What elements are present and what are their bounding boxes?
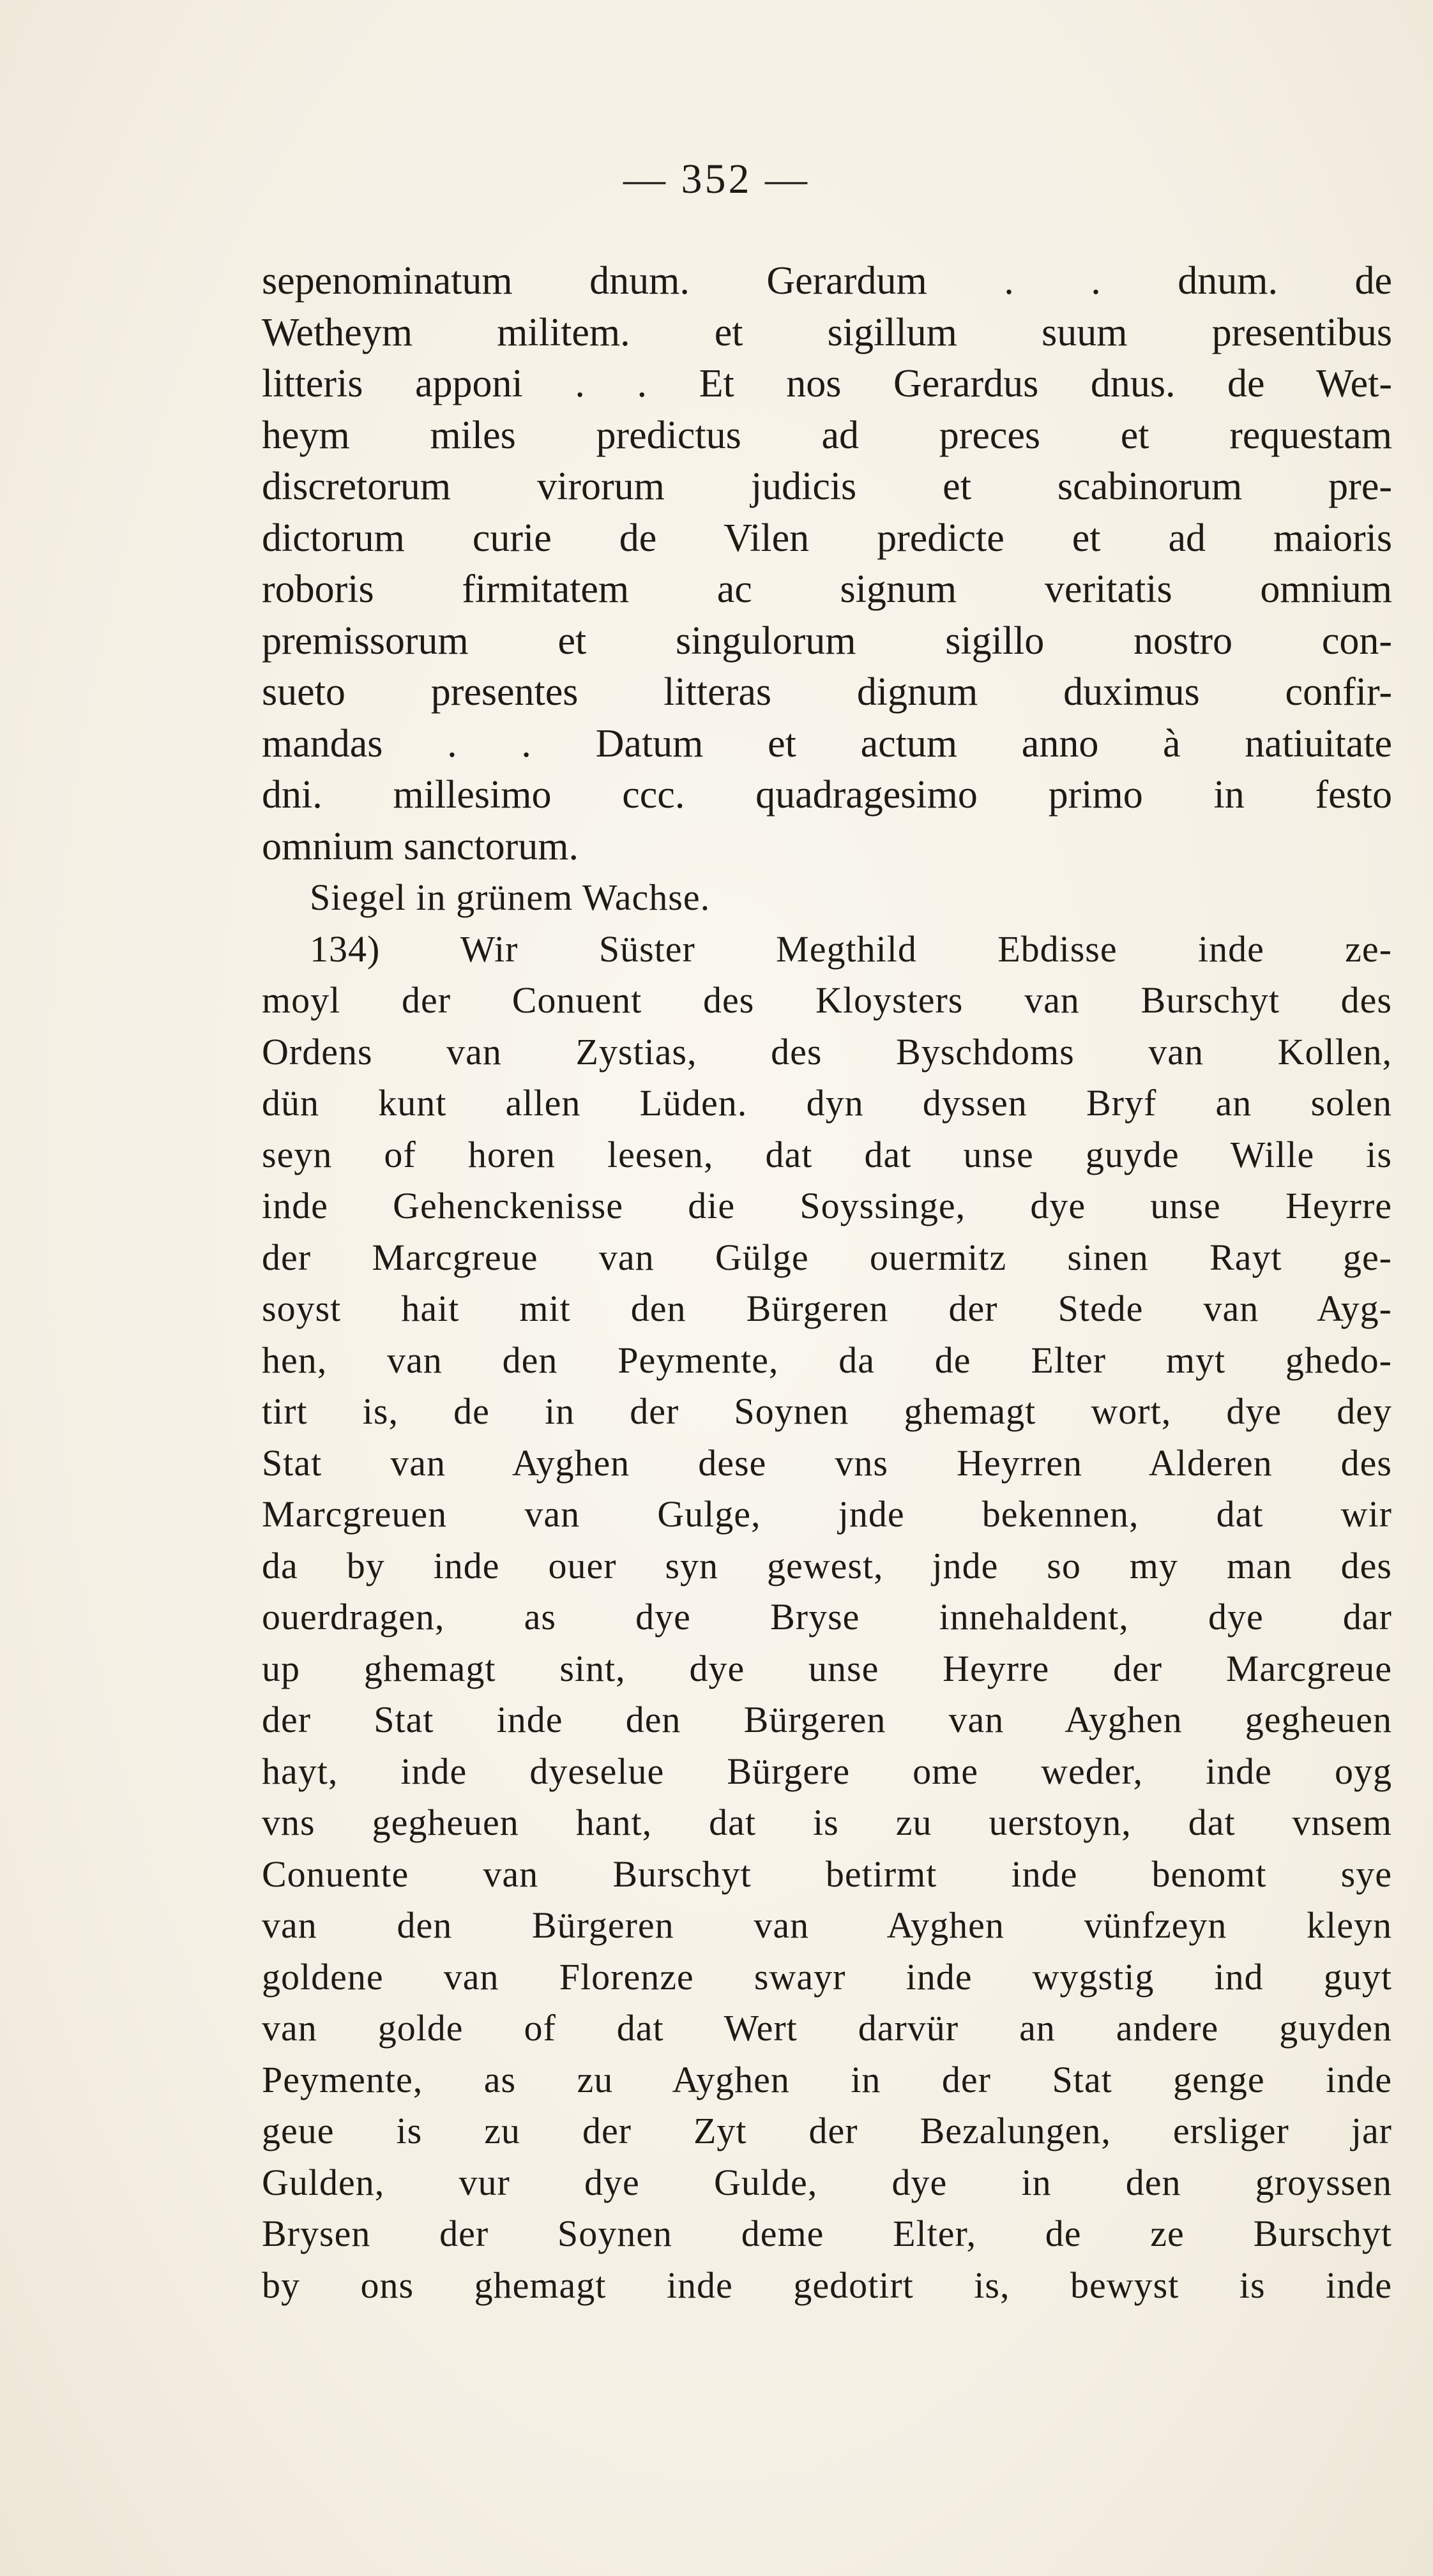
text-line: goldene van Florenze swayr inde wygstig ind guyt [262, 1955, 1392, 1998]
text-line: litteris apponi . . Et nos Gerardus dnus. de Wet- [262, 362, 1392, 405]
text-line: der Stat inde den Bürgeren van Ayghen gegheuen [262, 1699, 1392, 1740]
text-line: dün kunt allen Lüden. dyn dyssen Bryf an solen [262, 1082, 1392, 1124]
text-line: dictorum curie de Vilen predicte et ad maioris [262, 516, 1392, 560]
page-number: — 352 — [623, 156, 810, 202]
text-line: Marcgreuen van Gulge, jnde bekennen, dat wir [262, 1493, 1392, 1535]
text-line: up ghemagt sint, dye unse Heyrre der Marcgreue [262, 1647, 1392, 1689]
text-line: dni. millesimo ccc. quadragesimo primo in festo [262, 773, 1392, 817]
text-line: hayt, inde dyeselue Bürgere ome weder, inde oyg [262, 1750, 1392, 1792]
text-line: da by inde ouer syn gewest, jnde so my man des [262, 1544, 1392, 1586]
text-line: van den Bürgeren van Ayghen vünfzeyn kleyn [262, 1904, 1392, 1946]
text-line: tirt is, de in der Soynen ghemagt wort, dye dey [262, 1390, 1392, 1432]
text-line: omnium sanctorum. [262, 824, 579, 868]
text-line: premissorum et singulorum sigillo nostro con- [262, 619, 1392, 663]
text-line: vns gegheuen hant, dat is zu uerstoyn, dat vnsem [262, 1802, 1392, 1843]
text-line: soyst hait mit den Bürgeren der Stede van Ayg- [262, 1288, 1392, 1329]
text-line: hen, van den Peymente, da de Elter myt ghedo- [262, 1339, 1392, 1381]
text-line: Conuente van Burschyt betirmt inde benomt sye [262, 1853, 1392, 1895]
text-line: Brysen der Soynen deme Elter, de ze Burschyt [262, 2213, 1392, 2254]
text-line: ouerdragen, as dye Bryse innehaldent, dye dar [262, 1596, 1392, 1638]
text-line: sueto presentes litteras dignum duximus confir- [262, 670, 1392, 714]
page-body [262, 255, 1392, 2311]
text-line: sepenominatum dnum. Gerardum . . dnum. de [262, 259, 1392, 303]
text-line: geue is zu der Zyt der Bezalungen, ersliger jar [262, 2110, 1392, 2151]
text-line: van golde of dat Wert darvür an andere guyden [262, 2007, 1392, 2049]
text-line: Wetheym militem. et sigillum suum presentibus [262, 310, 1392, 354]
text-line: Gulden, vur dye Gulde, dye in den groyssen [262, 2161, 1392, 2203]
text-line: Ordens van Zystias, des Byschdoms van Kollen, [262, 1030, 1392, 1073]
text-line: seyn of horen leesen, dat dat unse guyde Wille is [262, 1133, 1392, 1175]
text-line: roboris firmitatem ac signum veritatis omnium [262, 568, 1392, 611]
text-line: heym miles predictus ad preces et requestam [262, 413, 1392, 457]
seal-note: Siegel in grünem Wachse. [310, 877, 711, 918]
german-charter-text [262, 872, 1392, 2311]
text-line: Peymente, as zu Ayghen in der Stat genge inde [262, 2058, 1392, 2100]
text-line: discretorum virorum judicis et scabinorum pre- [262, 465, 1392, 508]
text-line: by ons ghemagt inde gedotirt is, bewyst is inde [262, 2264, 1392, 2306]
charter-heading-line: 134) Wir Süster Megthild Ebdisse inde ze- [310, 928, 1392, 970]
text-line: moyl der Conuent des Kloysters van Burschyt des [262, 979, 1392, 1021]
text-line: inde Gehenckenisse die Soyssinge, dye unse Heyrre [262, 1185, 1392, 1226]
latin-charter-text [262, 255, 1392, 872]
text-line: mandas . . Datum et actum anno à natiuitate [262, 721, 1392, 765]
text-line: Stat van Ayghen dese vns Heyrren Alderen des [262, 1442, 1392, 1484]
text-line: der Marcgreue van Gülge ouermitz sinen Rayt ge- [262, 1236, 1392, 1278]
